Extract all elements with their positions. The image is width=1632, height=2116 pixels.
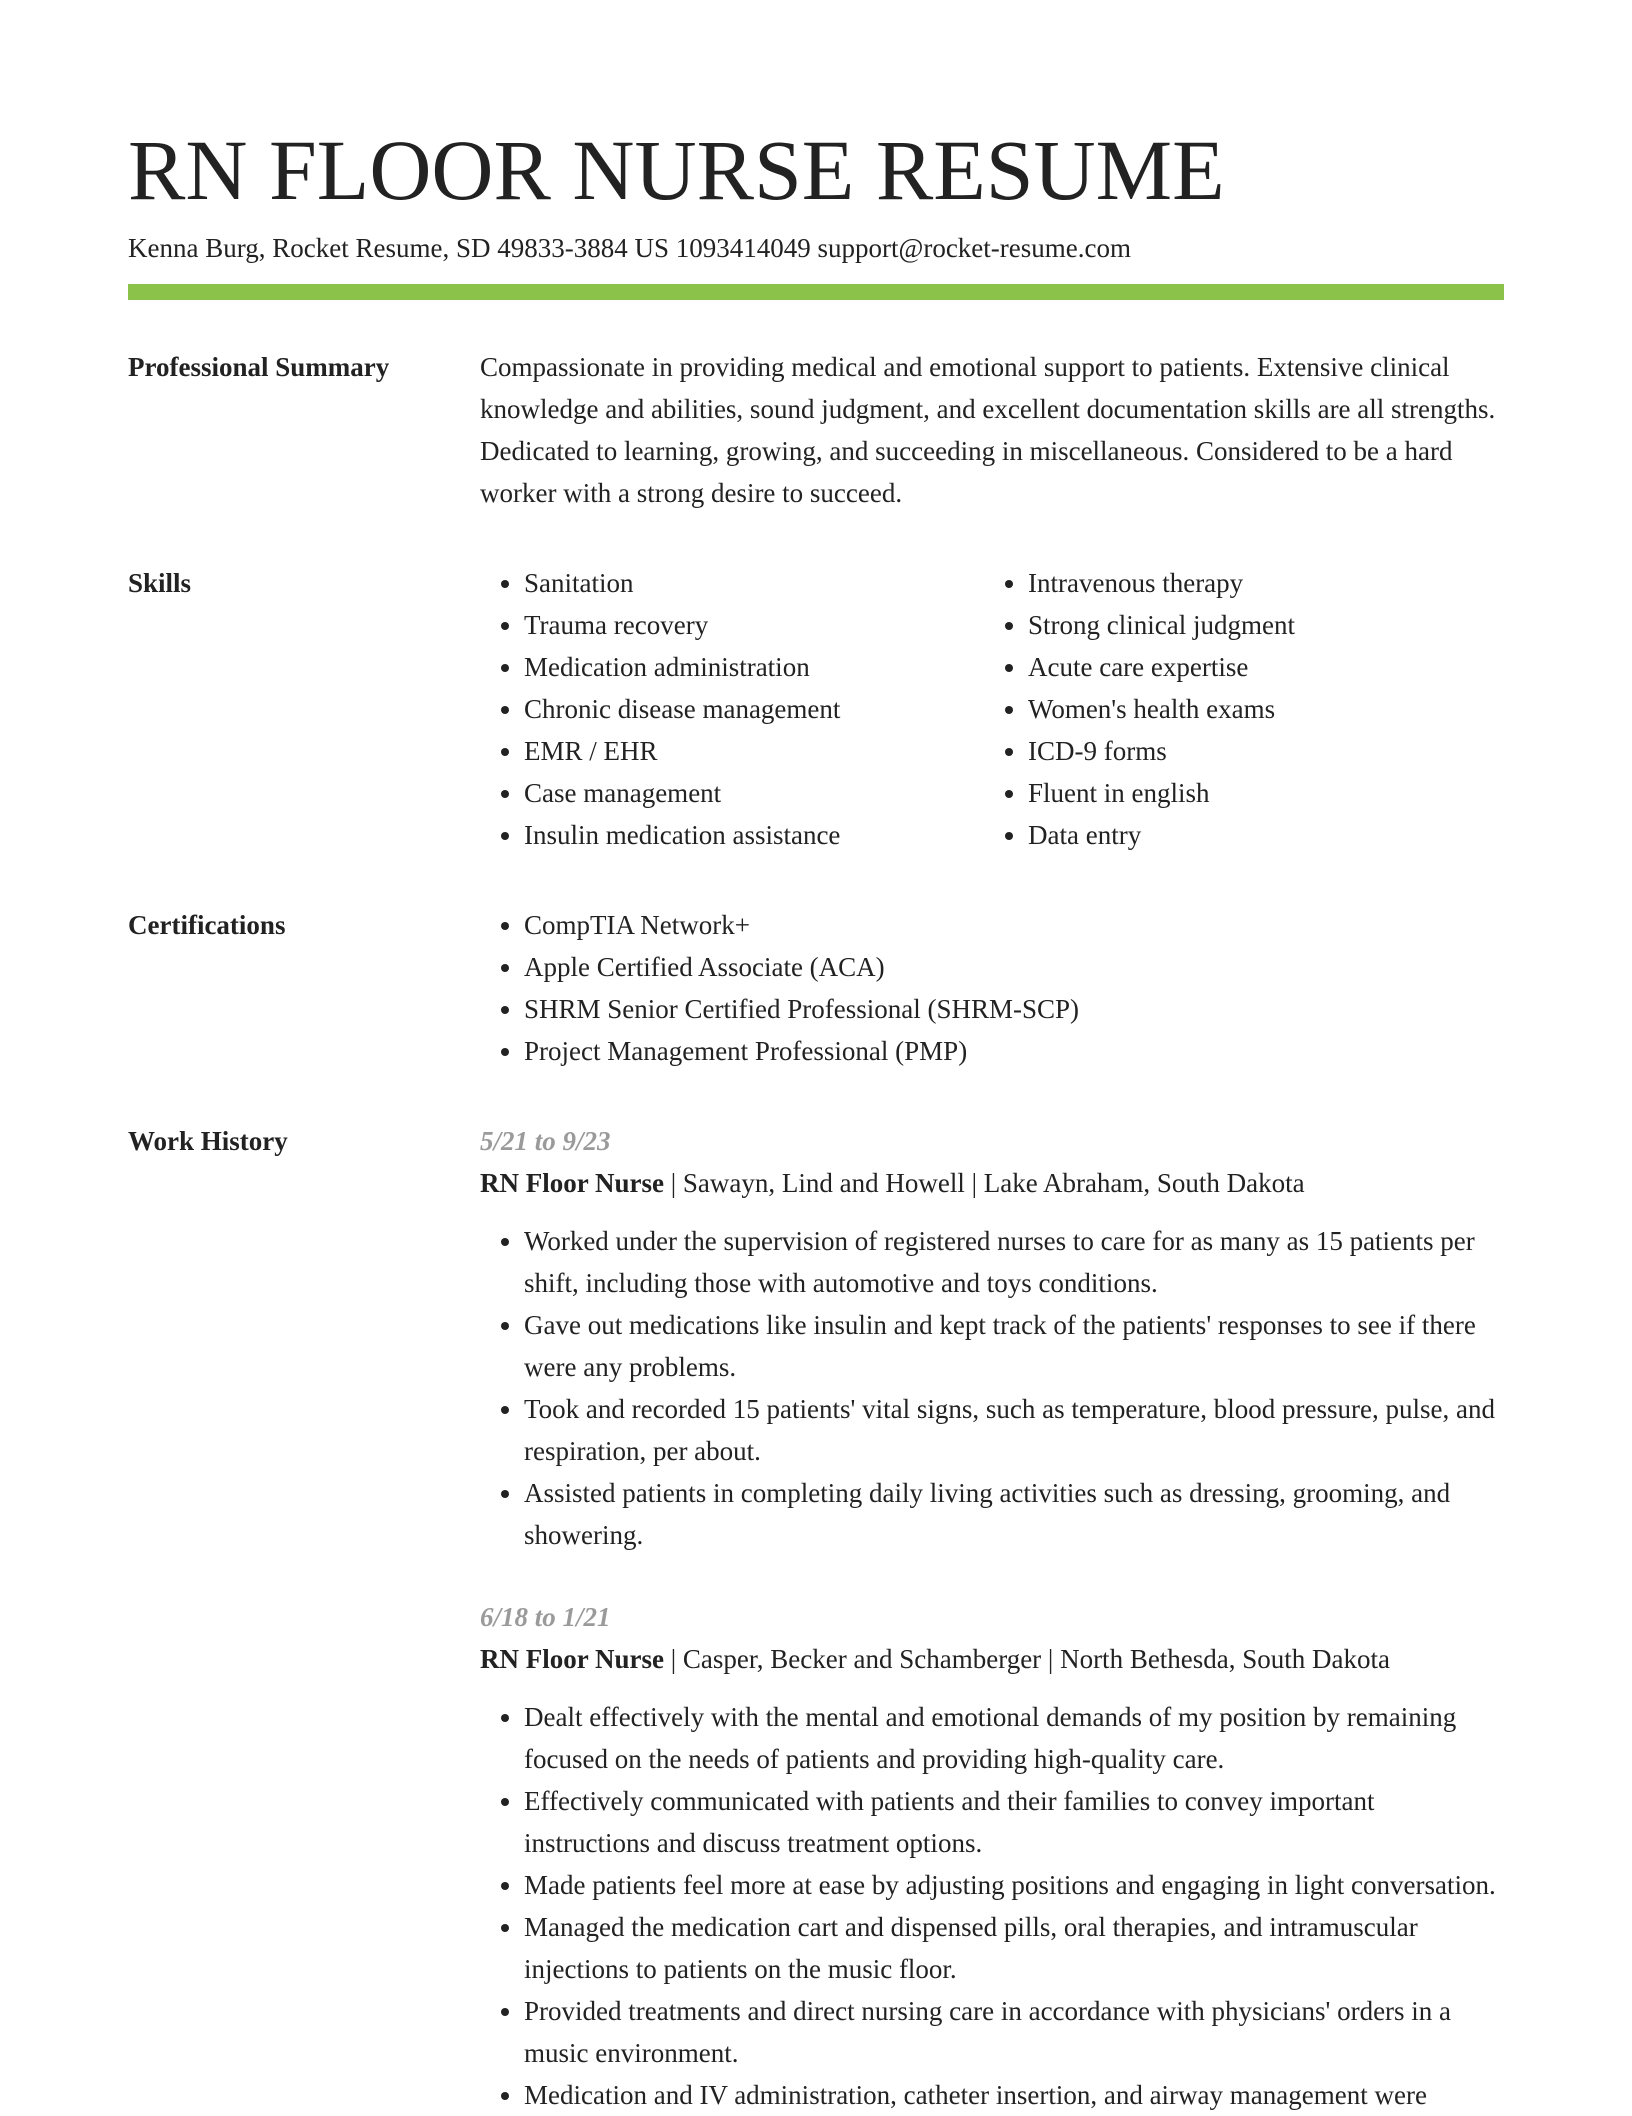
job-dates: 5/21 to 9/23 bbox=[480, 1126, 611, 1156]
header-divider bbox=[128, 284, 1504, 300]
skill-item: • ICD-9 forms bbox=[1028, 730, 1488, 772]
job-bullet: • Provided treatments and direct nursing care in accordance with physicians' orders in a music environment. bbox=[524, 1990, 1504, 2074]
job-heading bbox=[480, 1162, 1504, 1204]
work-history-body bbox=[480, 1120, 1504, 2116]
skills-grid bbox=[480, 562, 1504, 856]
job-bullet: • Took and recorded 15 patients' vital signs, such as temperature, blood pressure, pulse, and respiration, per about. bbox=[524, 1388, 1504, 1472]
job-employer-location: | Casper, Becker and Schamberger | North Bethesda, South Dakota bbox=[663, 1644, 1391, 1674]
job-bullet: • Gave out medications like insulin and kept track of the patients' responses to see if there were any problems. bbox=[524, 1304, 1504, 1388]
certification-item: • CompTIA Network+ bbox=[524, 904, 1504, 946]
summary-text: Compassionate in providing medical and emotional support to patients. Extensive clinical knowledge and abilities, sound judgment, and excellent documentation skills are all strengths. Dedicated to learning, growing, and succeeding in miscellaneous. Considered to be a hard worker with a strong desire to succeed. bbox=[480, 352, 1496, 508]
skill-item: • Acute care expertise bbox=[1028, 646, 1488, 688]
skill-item: • Intravenous therapy bbox=[1028, 562, 1488, 604]
certifications-section bbox=[128, 904, 1504, 1072]
skill-item: • Sanitation bbox=[524, 562, 984, 604]
job-bullets bbox=[480, 1696, 1504, 2116]
skill-item: • Chronic disease management bbox=[524, 688, 984, 730]
certifications-list bbox=[480, 904, 1504, 1072]
skill-item: • Strong clinical judgment bbox=[1028, 604, 1488, 646]
job-bullet: • Dealt effectively with the mental and emotional demands of my position by remaining focused on the needs of patients and providing high-quality care. bbox=[524, 1696, 1504, 1780]
job-entry bbox=[480, 1596, 1504, 2116]
contact-line: Kenna Burg, Rocket Resume, SD 49833-3884 US 1093414049 support@rocket-resume.com bbox=[128, 233, 1131, 263]
job-bullet: • Made patients feel more at ease by adjusting positions and engaging in light conversation. bbox=[524, 1864, 1504, 1906]
job-dates: 6/18 to 1/21 bbox=[480, 1602, 611, 1632]
skill-item: • Trauma recovery bbox=[524, 604, 984, 646]
skills-section bbox=[128, 562, 1504, 856]
job-title: RN Floor Nurse bbox=[480, 1644, 664, 1674]
summary-section bbox=[128, 346, 1504, 514]
resume-title: RN FLOOR NURSE RESUME bbox=[128, 122, 1225, 218]
skill-item: • Case management bbox=[524, 772, 984, 814]
skills-list-left bbox=[480, 562, 984, 856]
job-bullets bbox=[480, 1220, 1504, 1556]
skill-item: • Fluent in english bbox=[1028, 772, 1488, 814]
skill-item: • Insulin medication assistance bbox=[524, 814, 984, 856]
job-employer-location: | Sawayn, Lind and Howell | Lake Abraham, South Dakota bbox=[663, 1168, 1305, 1198]
skill-item: • Medication administration bbox=[524, 646, 984, 688]
job-bullet: • Managed the medication cart and dispensed pills, oral therapies, and intramuscular injections to patients on the music floor. bbox=[524, 1906, 1504, 1990]
certifications-body bbox=[480, 904, 1504, 1072]
skills-list-right bbox=[984, 562, 1488, 856]
job-title: RN Floor Nurse bbox=[480, 1168, 664, 1198]
certifications-label: Certifications bbox=[128, 910, 286, 940]
certification-item: • Apple Certified Associate (ACA) bbox=[524, 946, 1504, 988]
certification-item: • SHRM Senior Certified Professional (SHRM-SCP) bbox=[524, 988, 1504, 1030]
job-bullet: • Worked under the supervision of registered nurses to care for as many as 15 patients per shift, including those with automotive and toys conditions. bbox=[524, 1220, 1504, 1304]
skill-item: • Women's health exams bbox=[1028, 688, 1488, 730]
skill-item: • EMR / EHR bbox=[524, 730, 984, 772]
job-bullet: • Medication and IV administration, catheter insertion, and airway management were bbox=[524, 2074, 1504, 2116]
certification-item: • Project Management Professional (PMP) bbox=[524, 1030, 1504, 1072]
job-bullet: • Assisted patients in completing daily living activities such as dressing, grooming, and showering. bbox=[524, 1472, 1504, 1556]
resume-page bbox=[128, 118, 1504, 2116]
work-history-section bbox=[128, 1120, 1504, 2116]
skill-item: • Data entry bbox=[1028, 814, 1488, 856]
skills-label: Skills bbox=[128, 568, 192, 598]
job-entry bbox=[480, 1120, 1504, 1556]
summary-label: Professional Summary bbox=[128, 352, 390, 382]
job-heading bbox=[480, 1638, 1504, 1680]
job-bullet: • Effectively communicated with patients and their families to convey important instructions and discuss treatment options. bbox=[524, 1780, 1504, 1864]
work-history-label: Work History bbox=[128, 1126, 288, 1156]
